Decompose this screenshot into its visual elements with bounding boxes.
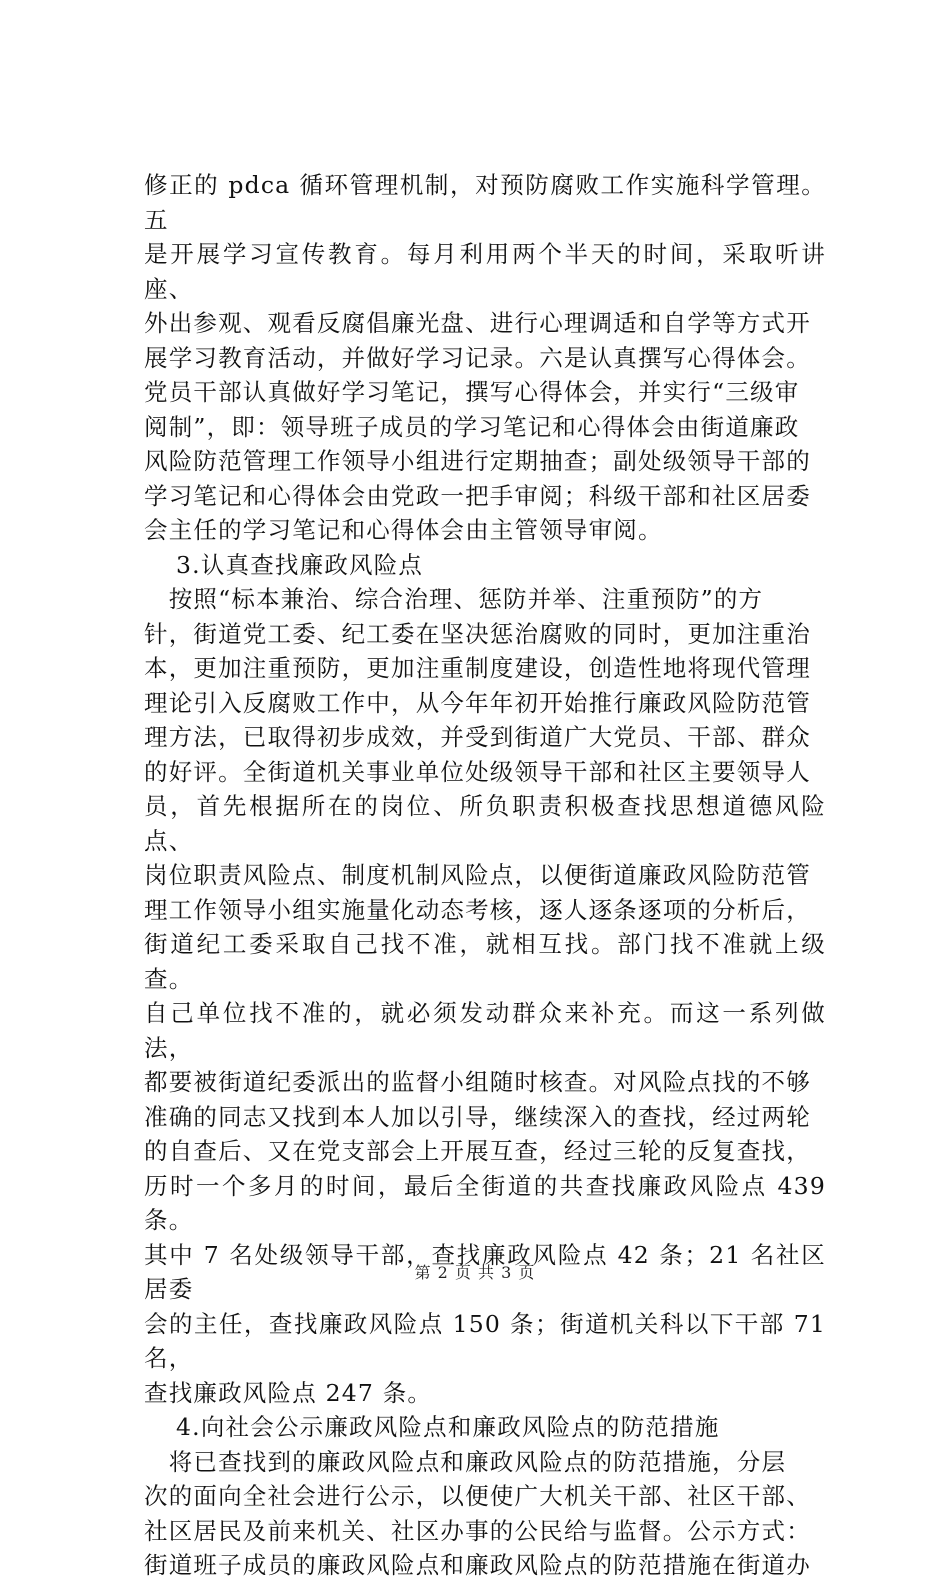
paragraph-line: 修正的 pdca 循环管理机制，对预防腐败工作实施科学管理。五 (144, 171, 826, 234)
paragraph-line: 针，街道党工委、纪工委在坚决惩治腐败的同时，更加注重治 (144, 619, 811, 648)
paragraph-line: 党员干部认真做好学习笔记，撰写心得体会，并实行“三级审 (144, 378, 800, 406)
paragraph-line: 会的主任，查找廉政风险点 150 条；街道机关科以下干部 71 名， (144, 1309, 835, 1372)
paragraph-line: 外出参观、观看反腐倡廉光盘、进行心理调适和自学等方式开 (144, 309, 811, 337)
section-heading: 4.向社会公示廉政风险点和廉政风险点的防范措施 (176, 1413, 720, 1441)
paragraph-line: 理工作领导小组实施量化动态考核，逐人逐条逐项的分析后， (144, 895, 811, 924)
paragraph-line: 岗位职责风险点、制度机制风险点，以便街道廉政风险防范管 (144, 861, 811, 889)
paragraph-line: 街道纪工委采取自己找不准，就相互找。部门找不准就上级查。 (144, 930, 826, 993)
paragraph-line: 的好评。全街道机关事业单位处级领导干部和社区主要领导人 (144, 757, 811, 786)
paragraph-line: 阅制”，即：领导班子成员的学习笔记和心得体会由街道廉政 (144, 412, 800, 441)
paragraph-line: 员，首先根据所在的岗位、所负职责积极查找思想道德风险点、 (144, 792, 826, 855)
paragraph-line: 查找廉政风险点 247 条。 (144, 1378, 433, 1407)
paragraph-line: 准确的同志又找到本人加以引导，继续深入的查找，经过两轮 (144, 1102, 811, 1131)
section-heading: 3.认真查找廉政风险点 (176, 550, 424, 579)
paragraph-line: 街道班子成员的廉政风险点和廉政风险点的防范措施在街道办 (144, 1551, 811, 1579)
paragraph-line: 理方法，已取得初步成效，并受到街道广大党员、干部、群众 (144, 723, 811, 751)
paragraph-line: 其中 7 名处级领导干部，查找廉政风险点 42 条；21 名社区居委 (144, 1240, 826, 1303)
paragraph-line: 展学习教育活动，并做好学习记录。六是认真撰写心得体会。 (144, 343, 811, 372)
paragraph-line: 按照“标本兼治、综合治理、惩防并举、注重预防”的方 (144, 585, 764, 613)
page-footer: 第 2 页 共 3 页 (414, 1263, 536, 1282)
paragraph-line: 社区居民及前来机关、社区办事的公民给与监督。公示方式： (144, 1516, 811, 1545)
paragraph-line: 是开展学习宣传教育。每月利用两个半天的时间，采取听讲座、 (144, 240, 826, 303)
paragraph-line: 会主任的学习笔记和心得体会由主管领导审阅。 (144, 516, 663, 544)
paragraph-line: 自己单位找不准的，就必须发动群众来补充。而这一系列做法， (144, 999, 826, 1062)
paragraph-line: 本，更加注重预防，更加注重制度建设，创造性地将现代管理 (144, 654, 811, 682)
paragraph-line: 风险防范管理工作领导小组进行定期抽查；副处级领导干部的 (144, 447, 811, 475)
document-body (144, 168, 835, 1583)
paragraph-line: 将已查找到的廉政风险点和廉政风险点的防范措施，分层 (144, 1447, 787, 1476)
paragraph-line: 次的面向全社会进行公示，以便使广大机关干部、社区干部、 (144, 1482, 811, 1510)
paragraph-line: 学习笔记和心得体会由党政一把手审阅；科级干部和社区居委 (144, 481, 811, 510)
paragraph-line: 都要被街道纪委派出的监督小组随时核查。对风险点找的不够 (144, 1068, 811, 1096)
paragraph-line: 的自查后、又在党支部会上开展互查，经过三轮的反复查找， (144, 1137, 811, 1165)
paragraph-line: 理论引入反腐败工作中，从今年年初开始推行廉政风险防范管 (144, 688, 811, 717)
paragraph-line: 历时一个多月的时间，最后全街道的共查找廉政风险点 439 条。 (144, 1171, 835, 1234)
